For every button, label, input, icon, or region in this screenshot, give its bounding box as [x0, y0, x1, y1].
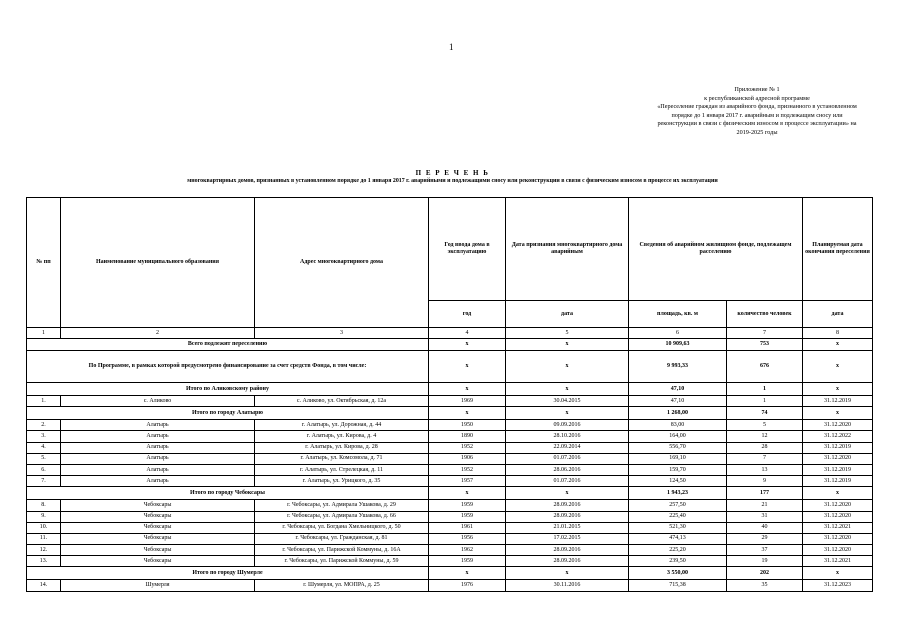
total-people: 753: [727, 339, 803, 351]
col-number: 2: [61, 328, 255, 339]
row-date: 28.09.2016: [506, 545, 629, 556]
row-date: 21.01.2015: [506, 522, 629, 533]
table-row: [27, 431, 873, 442]
table-row: [27, 511, 873, 522]
table-row: [27, 533, 873, 544]
table-row: [27, 442, 873, 453]
row-area: 257,50: [629, 500, 727, 511]
program-plan: х: [803, 351, 873, 383]
col-number: 3: [255, 328, 429, 339]
row-address: г. Чебоксары, ул. Гражданская, д. 81: [255, 533, 429, 544]
row-plan: 31.12.2020: [803, 511, 873, 522]
col-number: 1: [27, 328, 61, 339]
row-plan: 31.12.2019: [803, 464, 873, 475]
row-number: 9.: [27, 511, 61, 522]
row-area: 225,20: [629, 545, 727, 556]
unit-date2: дата: [803, 301, 873, 328]
group-date: х: [506, 407, 629, 420]
table-row: [27, 556, 873, 567]
row-people: 7: [727, 453, 803, 464]
document-subtitle: многоквартирных домов, признанных в установленном порядке до 1 января 2017 г. аварийными и подлежащими сносу или реконструкции в связи с физическим износом в процессе их эксплуатации: [187, 178, 718, 184]
row-number: 12.: [27, 545, 61, 556]
row-year: 1959: [429, 500, 506, 511]
row-address: г. Чебоксары, ул. Парижской Коммуны, д. 59: [255, 556, 429, 567]
program-label: По Программе, в рамках которой предусмотрено финансирование за счет средств Фонда, в том числе:: [27, 351, 429, 383]
row-plan: 31.12.2022: [803, 431, 873, 442]
group-label: Итого по городу Шумерле: [27, 567, 429, 580]
row-date: 28.09.2016: [506, 511, 629, 522]
row-address: г. Алатырь, ул. Стрелецкая, д. 11: [255, 464, 429, 475]
row-municipality: Чебоксары: [61, 556, 255, 567]
header-municipality: Наименование муниципального образования: [61, 198, 255, 328]
row-year: 1961: [429, 522, 506, 533]
header-year-built: Год ввода дома в эксплуатацию: [429, 198, 506, 301]
row-date: 30.11.2016: [506, 580, 629, 591]
appendix-line: «Переселение граждан из аварийного фонда, признанного в установленном: [657, 103, 857, 111]
group-total-row: [27, 567, 873, 580]
col-number: 8: [803, 328, 873, 339]
table-row: [27, 545, 873, 556]
row-date: 28.09.2016: [506, 556, 629, 567]
col-number: 4: [429, 328, 506, 339]
row-plan: 31.12.2023: [803, 580, 873, 591]
row-date: 28.09.2016: [506, 500, 629, 511]
row-date: 22.09.2014: [506, 442, 629, 453]
group-plan: х: [803, 487, 873, 500]
total-label: Всего подлежит переселению: [27, 339, 429, 351]
group-date: х: [506, 487, 629, 500]
row-year: 1962: [429, 545, 506, 556]
row-number: 14.: [27, 580, 61, 591]
appendix-line: порядке до 1 января 2017 г. аварийным и подлежащим сносу или: [671, 111, 843, 119]
appendix-line: реконструкции в связи с физическим износом в процессе эксплуатации» на: [657, 120, 857, 128]
header-num: № пп: [27, 198, 61, 328]
group-people: 177: [727, 487, 803, 500]
col-number: 5: [506, 328, 629, 339]
row-number: 4.: [27, 442, 61, 453]
program-row: [27, 351, 873, 383]
row-plan: 31.12.2019: [803, 396, 873, 407]
row-year: 1959: [429, 556, 506, 567]
row-year: 1976: [429, 580, 506, 591]
page-number: 1: [449, 42, 454, 52]
group-area: 47,10: [629, 383, 727, 396]
group-area: 3 550,00: [629, 567, 727, 580]
program-date: х: [506, 351, 629, 383]
row-plan: 31.12.2020: [803, 500, 873, 511]
row-number: 7.: [27, 476, 61, 487]
row-municipality: Алатырь: [61, 453, 255, 464]
group-date: х: [506, 383, 629, 396]
row-people: 21: [727, 500, 803, 511]
row-number: 8.: [27, 500, 61, 511]
row-address: г. Алатырь, ул. Кирова, д. 28: [255, 442, 429, 453]
row-year: 1952: [429, 464, 506, 475]
unit-people: количество человек: [727, 301, 803, 328]
row-people: 37: [727, 545, 803, 556]
group-label: Итого по городу Алатырю: [27, 407, 429, 420]
row-people: 12: [727, 431, 803, 442]
table-row: [27, 500, 873, 511]
row-people: 40: [727, 522, 803, 533]
row-plan: 31.12.2020: [803, 420, 873, 431]
row-area: 83,00: [629, 420, 727, 431]
row-date: 30.04.2015: [506, 396, 629, 407]
row-municipality: Алатырь: [61, 431, 255, 442]
row-municipality: Шумерля: [61, 580, 255, 591]
group-plan: х: [803, 407, 873, 420]
row-address: г. Алатырь, ул. Урицкого, д. 35: [255, 476, 429, 487]
row-people: 9: [727, 476, 803, 487]
row-municipality: Чебоксары: [61, 522, 255, 533]
row-municipality: Чебоксары: [61, 545, 255, 556]
row-area: 556,70: [629, 442, 727, 453]
row-people: 28: [727, 442, 803, 453]
row-plan: 31.12.2020: [803, 453, 873, 464]
row-year: 1952: [429, 442, 506, 453]
header-planned-date: Планируемая дата окончания переселения: [803, 198, 873, 301]
row-number: 2.: [27, 420, 61, 431]
group-label: Итого по Аликовскому району: [27, 383, 429, 396]
group-plan: х: [803, 383, 873, 396]
row-plan: 31.12.2019: [803, 442, 873, 453]
row-people: 5: [727, 420, 803, 431]
row-address: г. Чебоксары, ул. Адмирала Ушакова, д. 66: [255, 511, 429, 522]
table-row: [27, 396, 873, 407]
header-address: Адрес многоквартирного дома: [255, 198, 429, 328]
row-number: 6.: [27, 464, 61, 475]
row-municipality: Алатырь: [61, 464, 255, 475]
row-date: 17.02.2015: [506, 533, 629, 544]
group-area: 1 943,23: [629, 487, 727, 500]
row-people: 1: [727, 396, 803, 407]
row-plan: 31.12.2019: [803, 476, 873, 487]
row-address: г. Чебоксары, ул. Парижской Коммуны, д. 16А: [255, 545, 429, 556]
group-date: х: [506, 567, 629, 580]
row-area: 159,70: [629, 464, 727, 475]
row-plan: 31.12.2021: [803, 556, 873, 567]
appendix-line: к республиканской адресной программе: [704, 94, 810, 102]
row-area: 521,30: [629, 522, 727, 533]
program-area: 9 993,33: [629, 351, 727, 383]
group-year: х: [429, 567, 506, 580]
row-address: г. Алатырь, ул. Дорожная, д. 44: [255, 420, 429, 431]
row-number: 3.: [27, 431, 61, 442]
row-area: 474,13: [629, 533, 727, 544]
row-year: 1959: [429, 511, 506, 522]
row-number: 5.: [27, 453, 61, 464]
col-number: 7: [727, 328, 803, 339]
row-municipality: Чебоксары: [61, 533, 255, 544]
row-year: 1956: [429, 533, 506, 544]
table-row: [27, 522, 873, 533]
row-date: 01.07.2016: [506, 476, 629, 487]
row-plan: 31.12.2020: [803, 545, 873, 556]
header-row: [27, 198, 873, 301]
group-label: Итого по городу Чебоксары: [27, 487, 429, 500]
row-area: 124,50: [629, 476, 727, 487]
table-row: [27, 464, 873, 475]
group-year: х: [429, 383, 506, 396]
appendix-line: 2019-2025 годы: [736, 128, 778, 136]
header-info: Сведения об аварийном жилищном фонде, подлежащем расселению: [629, 198, 803, 301]
row-people: 29: [727, 533, 803, 544]
appendix-note: [612, 86, 902, 138]
group-people: 202: [727, 567, 803, 580]
group-area: 1 268,00: [629, 407, 727, 420]
row-number: 13.: [27, 556, 61, 567]
header-date-emergency: Дата признания многоквартирного дома аварийным: [506, 198, 629, 301]
total-year: х: [429, 339, 506, 351]
group-plan: х: [803, 567, 873, 580]
col-number: 6: [629, 328, 727, 339]
row-municipality: Алатырь: [61, 476, 255, 487]
row-number: 10.: [27, 522, 61, 533]
row-date: 28.06.2016: [506, 464, 629, 475]
row-address: г. Чебоксары, ул. Богдана Хмельницкого, д. 50: [255, 522, 429, 533]
row-address: г. Алатырь, ул. Комсомола, д. 71: [255, 453, 429, 464]
row-area: 239,50: [629, 556, 727, 567]
row-year: 1950: [429, 420, 506, 431]
table-row: [27, 580, 873, 591]
total-area: 10 909,63: [629, 339, 727, 351]
housing-table: [26, 197, 873, 592]
row-plan: 31.12.2020: [803, 533, 873, 544]
row-people: 13: [727, 464, 803, 475]
row-municipality: с. Аликово: [61, 396, 255, 407]
appendix-line: Приложение № 1: [734, 86, 780, 93]
row-address: г. Шумерля, ул. МОПРА, д. 25: [255, 580, 429, 591]
row-year: 1969: [429, 396, 506, 407]
row-date: 09.09.2016: [506, 420, 629, 431]
row-year: 1890: [429, 431, 506, 442]
unit-area: площадь, кв. м: [629, 301, 727, 328]
row-address: г. Чебоксары, ул. Адмирала Ушакова, д. 29: [255, 500, 429, 511]
unit-date: дата: [506, 301, 629, 328]
column-numbers-row: [27, 328, 873, 339]
row-date: 01.07.2016: [506, 453, 629, 464]
unit-year: год: [429, 301, 506, 328]
row-municipality: Алатырь: [61, 442, 255, 453]
group-year: х: [429, 487, 506, 500]
table-row: [27, 420, 873, 431]
group-people: 1: [727, 383, 803, 396]
document-title: П Е Р Е Ч Е Н Ь: [415, 169, 490, 177]
total-row: [27, 339, 873, 351]
program-year: х: [429, 351, 506, 383]
row-address: г. Алатырь, ул. Кирова, д. 4: [255, 431, 429, 442]
group-people: 74: [727, 407, 803, 420]
group-total-row: [27, 407, 873, 420]
total-plan: х: [803, 339, 873, 351]
row-municipality: Чебоксары: [61, 500, 255, 511]
table-row: [27, 476, 873, 487]
row-year: 1906: [429, 453, 506, 464]
row-people: 19: [727, 556, 803, 567]
row-number: 11.: [27, 533, 61, 544]
row-number: 1.: [27, 396, 61, 407]
row-year: 1957: [429, 476, 506, 487]
row-date: 28.10.2016: [506, 431, 629, 442]
row-people: 35: [727, 580, 803, 591]
row-area: 715,38: [629, 580, 727, 591]
row-plan: 31.12.2021: [803, 522, 873, 533]
row-area: 169,10: [629, 453, 727, 464]
row-municipality: Алатырь: [61, 420, 255, 431]
group-total-row: [27, 487, 873, 500]
row-people: 31: [727, 511, 803, 522]
row-area: 164,00: [629, 431, 727, 442]
row-area: 225,40: [629, 511, 727, 522]
table-row: [27, 453, 873, 464]
group-total-row: [27, 383, 873, 396]
row-municipality: Чебоксары: [61, 511, 255, 522]
group-year: х: [429, 407, 506, 420]
program-people: 676: [727, 351, 803, 383]
row-area: 47,10: [629, 396, 727, 407]
row-address: с. Аликово, ул. Октябрьская, д. 12а: [255, 396, 429, 407]
total-date: х: [506, 339, 629, 351]
